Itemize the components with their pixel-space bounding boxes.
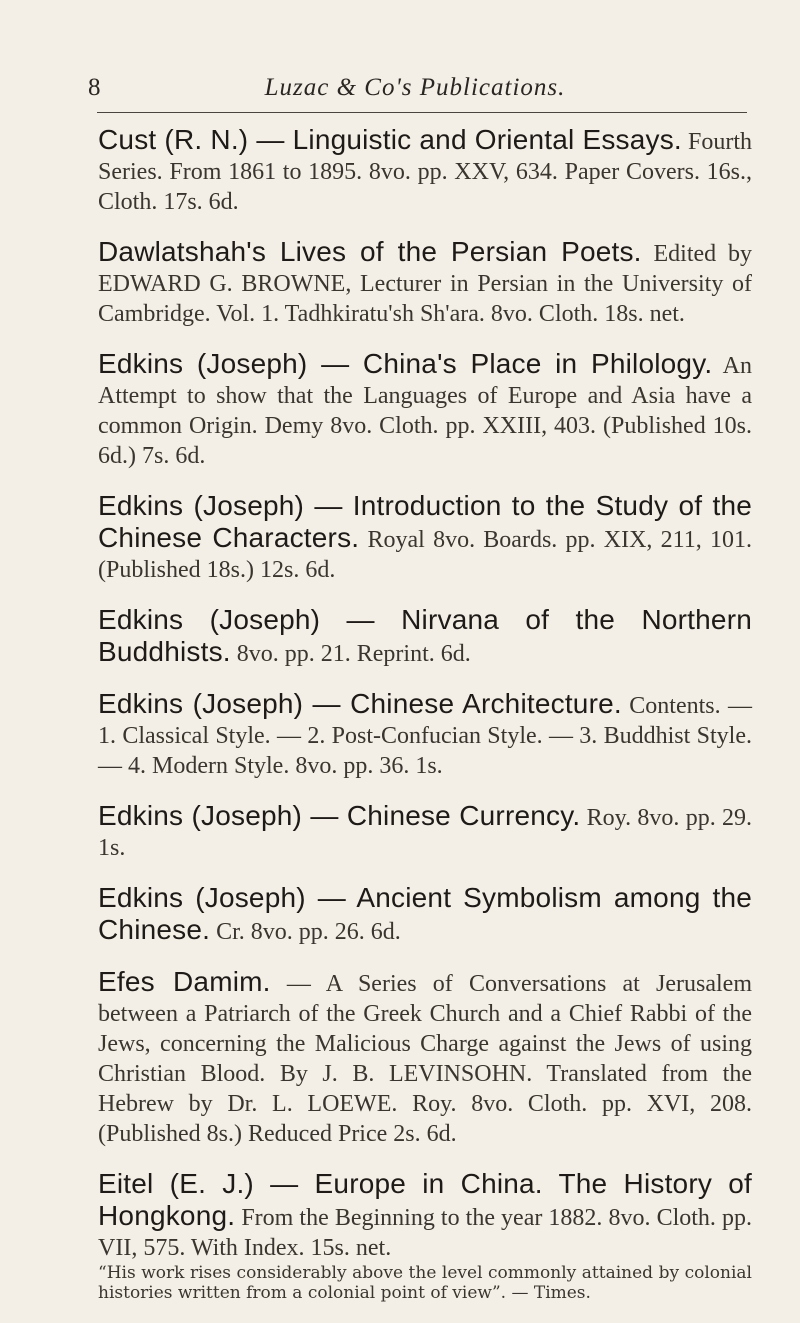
entry-details: Roy. 8vo. pp. 29. 1s. xyxy=(98,805,752,861)
catalogue-entries xyxy=(98,125,752,1323)
catalogue-entry xyxy=(98,689,752,781)
entry-heading: Efes Damim. xyxy=(98,966,271,997)
entry-details: Fourth Series. From 1861 to 1895. 8vo. pp. XXV, 634. Paper Covers. 16s., Cloth. 17s. 6d. xyxy=(98,129,752,215)
entry-details: 8vo. pp. 21. Reprint. 6d. xyxy=(236,641,471,667)
entry-details: Cr. 8vo. pp. 26. 6d. xyxy=(216,919,401,945)
entry-heading: Edkins (Joseph) — Nirvana of the Northern Buddhists. xyxy=(98,604,752,667)
entry-details: — A Series of Conversations at Jerusalem between a Patriarch of the Greek Church and a Chief Rabbi of the Jews, concerning the Malicious Charge against the Jews of using Christian Blood. By J. B. LEVINSOHN. Translated from the Hebrew by Dr. L. LOEWE. Roy. 8vo. Cloth. pp. XVI, 208. (Published 8s.) Reduced Price 2s. 6d. xyxy=(98,971,752,1147)
entry-details: An Attempt to show that the Languages of Europe and Asia have a common Origin. Demy 8vo. Cloth. pp. XXIII, 403. (Published 10s. 6d.) 7s. 6d. xyxy=(98,353,752,469)
entry-heading: Eitel (E. J.) — Europe in China. The History of Hongkong. xyxy=(98,1168,752,1231)
catalogue-entry xyxy=(98,967,752,1149)
review-quote: “His work rises considerably above the level commonly attained by colonial histories written from a colonial point of view”. — Times. xyxy=(98,1263,752,1303)
page-header xyxy=(88,74,742,108)
entry-heading: Dawlatshah's Lives of the Persian Poets. xyxy=(98,236,642,267)
catalogue-entry xyxy=(98,801,752,863)
catalogue-entry xyxy=(98,883,752,947)
catalogue-entry xyxy=(98,349,752,471)
catalogue-entry xyxy=(98,491,752,585)
catalogue-entry xyxy=(98,605,752,669)
header-rule xyxy=(97,112,747,113)
entry-details: From the Beginning to the year 1882. 8vo. Cloth. pp. VII, 575. With Index. 15s. net. xyxy=(98,1205,753,1261)
entry-heading: Cust (R. N.) — Linguistic and Oriental Essays. xyxy=(98,124,682,155)
catalogue-entry xyxy=(98,125,752,217)
page-number: 8 xyxy=(88,74,102,101)
entry-details: Contents. — 1. Classical Style. — 2. Post-Confucian Style. — 3. Buddhist Style. — 4. Modern Style. 8vo. pp. 36. 1s. xyxy=(98,693,752,779)
entry-details: Royal 8vo. Boards. pp. XIX, 211, 101. (Published 18s.) 12s. 6d. xyxy=(98,527,752,583)
catalogue-entry xyxy=(98,237,752,329)
entry-heading: Edkins (Joseph) — China's Place in Philology. xyxy=(98,348,713,379)
entry-heading: Edkins (Joseph) — Ancient Symbolism among the Chinese. xyxy=(98,882,752,945)
entry-heading: Edkins (Joseph) — Chinese Architecture. xyxy=(98,688,622,719)
running-title: Luzac & Co's Publications. xyxy=(264,74,566,101)
catalogue-entry xyxy=(98,1169,752,1303)
entry-heading: Edkins (Joseph) — Chinese Currency. xyxy=(98,800,581,831)
entry-details: Edited by EDWARD G. BROWNE, Lecturer in Persian in the University of Cambridge. Vol. 1. Tadhkiratu'sh Sh'ara. 8vo. Cloth. 18s. net. xyxy=(98,241,752,327)
entry-heading: Edkins (Joseph) — Introduction to the Study of the Chinese Characters. xyxy=(98,490,752,553)
